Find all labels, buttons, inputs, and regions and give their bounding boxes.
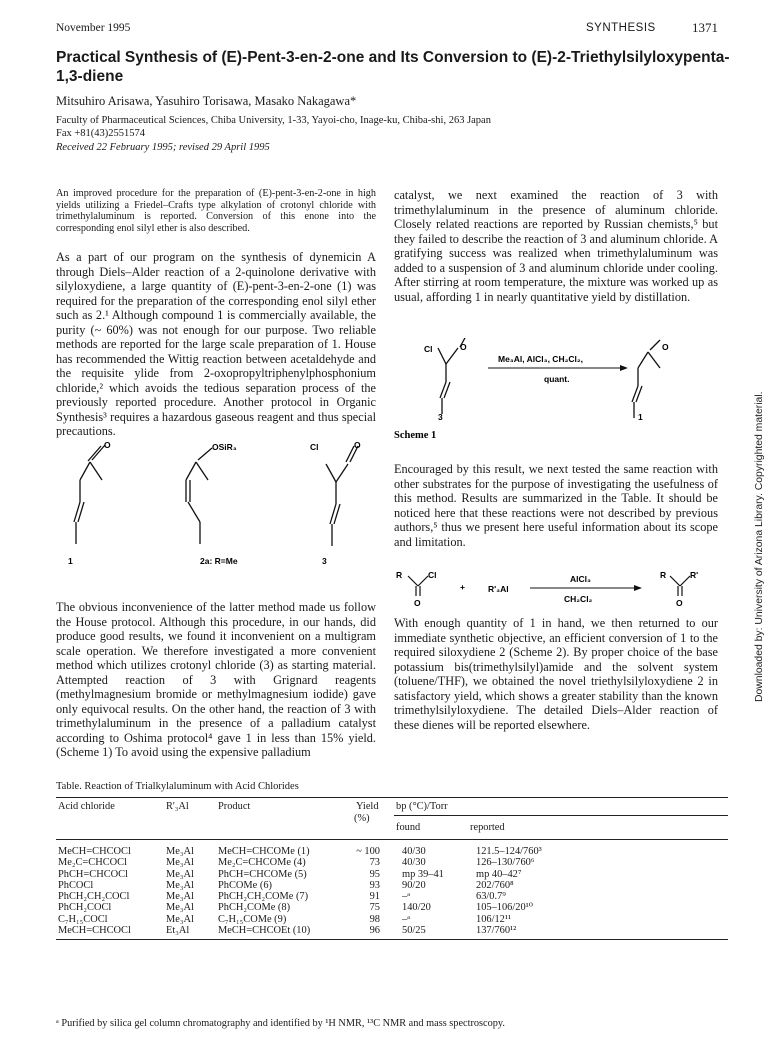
- ketone-product-structure: [670, 576, 690, 596]
- yield-cell: 95: [369, 868, 380, 880]
- product-cell: Me₂C=CHCOMe (4): [218, 857, 306, 869]
- yield-cell: ~ 100: [356, 846, 380, 857]
- bp-found-cell: 50/25: [402, 925, 426, 937]
- affiliation-text: Faculty of Pharmaceutical Sciences, Chiba University, 1-33, Yayoi-cho, Inage-ku, Chiba-shi, 263 Japan: [56, 115, 491, 126]
- table-top-rule: [56, 797, 728, 798]
- reagent-cell: Me₃Al: [166, 913, 194, 925]
- reagent-cell: Me₃Al: [166, 902, 194, 914]
- scheme1-chlorine: Cl: [424, 344, 433, 354]
- acid-chloride-cell: PhCH₂COCl: [58, 902, 112, 914]
- yield-cell: 96: [369, 925, 380, 937]
- acid-chloride-cell: PhCOCl: [58, 879, 94, 891]
- oxygen-atom-1: O: [104, 440, 111, 450]
- bp-found-cell: –ᵃ: [402, 913, 411, 925]
- article-affiliation: [56, 114, 656, 140]
- body-paragraph-4: Encouraged by this result, we next tested the same reaction with other substrates for the purpose of investigating the usefulness of this method. Results are summarized in the Table. It should be noticed here that these reactions were not described by previous authors,⁵ thus we present here useful information about its scope and limitation.: [394, 462, 718, 549]
- bp-found-cell: –ᵃ: [402, 891, 411, 903]
- trialkylaluminum-reagent: R'₃Al: [488, 584, 509, 594]
- table-row: [56, 857, 724, 868]
- silyloxy-group: OSiR₃: [212, 442, 237, 452]
- bp-found-cell: 40/30: [402, 857, 426, 869]
- results-table: [56, 846, 724, 936]
- abstract: An improved procedure for the preparation of (E)-pent-3-en-2-one in high yields utilizing a Friedel–Crafts type alkylation of crotonyl chloride with trimethylaluminum is reported. Conversion of this enone into the corresponding enol silyl ether is also described.: [56, 188, 376, 234]
- bp-reported-cell: 126–130/760⁶: [476, 857, 535, 869]
- reagent-cell: Me₃Al: [166, 846, 194, 857]
- product-o: O: [676, 598, 683, 608]
- bp-reported-cell: 137/760¹²: [476, 925, 517, 937]
- structure-1: [74, 445, 105, 544]
- bp-found-cell: 40/30: [402, 846, 426, 857]
- oxygen-atom-3: O: [354, 440, 361, 450]
- col-header-yield-unit: (%): [354, 813, 370, 824]
- acid-chloride-structure: [408, 576, 428, 596]
- bp-reported-cell: 121.5–124/760³: [476, 846, 542, 857]
- acid-chloride-cell: C₇H₁₅COCl: [58, 913, 108, 925]
- scheme1-product: [632, 340, 660, 418]
- structure-3: [326, 446, 358, 546]
- scheme1-title: Scheme 1: [394, 430, 437, 441]
- article-authors: Mitsuhiro Arisawa, Yasuhiro Torisawa, Masako Nakagawa*: [56, 94, 357, 108]
- table-row: [56, 880, 724, 891]
- product-cell: PhCH=CHCOMe (5): [218, 868, 307, 880]
- yield-cell: 91: [369, 891, 380, 903]
- scheme1-reagents: Me₃Al, AlCl₃, CH₂Cl₂,: [498, 354, 583, 364]
- table-row: [56, 925, 724, 936]
- table-footnote: ᵃ Purified by silica gel column chromatography and identified by ¹H NMR, ¹³C NMR and mass spectroscopy.: [56, 1018, 505, 1029]
- structure-2a: [186, 448, 212, 544]
- structure-label-3: 3: [322, 556, 327, 566]
- product-cell: MeCH=CHCOMe (1): [218, 846, 310, 857]
- download-note: Downloaded by: University of Arizona Library. Copyrighted material.: [754, 391, 765, 702]
- scheme1-oxygen-product: O: [662, 342, 669, 352]
- acid-chloride-cell: PhCH=CHCOCl: [58, 868, 128, 880]
- product-r: R: [660, 570, 667, 580]
- bp-found-cell: 90/20: [402, 879, 426, 891]
- reactant-r: R: [396, 570, 403, 580]
- yield-cell: 93: [369, 879, 380, 891]
- scheme1-start-label: 3: [438, 412, 443, 422]
- col-header-found: found: [396, 822, 421, 833]
- table-header-rule: [56, 839, 728, 840]
- table-row: [56, 902, 724, 913]
- header-date: November 1995: [56, 22, 131, 34]
- product-cell: PhCH₂CH₂COMe (7): [218, 891, 309, 903]
- bp-reported-cell: 106/12¹¹: [476, 913, 512, 925]
- structure-label-2a: 2a: R=Me: [200, 556, 238, 566]
- reagent-cell: Me₃Al: [166, 891, 194, 903]
- reagent-cell: Me₃Al: [166, 868, 194, 880]
- scheme1-oxygen-reactant: O: [460, 342, 467, 352]
- scheme-1-diagram: [394, 338, 718, 446]
- product-r-prime: R': [690, 570, 699, 580]
- fax-number: Fax +81(43)2551574: [56, 128, 146, 139]
- acid-chloride-cell: MeCH=CHCOCl: [58, 846, 131, 857]
- table-row: [56, 846, 724, 857]
- compound-structures: [56, 440, 376, 580]
- general-arrowhead: [634, 585, 642, 591]
- catalyst-label: AlCl₃: [570, 574, 591, 584]
- col-header-bp: bp (°C)/Torr: [396, 801, 448, 812]
- bp-reported-cell: 63/0.7⁹: [476, 891, 506, 903]
- table-row: [56, 869, 724, 880]
- reagent-cell: Me₃Al: [166, 879, 194, 891]
- plus-sign: +: [460, 582, 465, 592]
- col-header-yield: Yield: [356, 801, 379, 812]
- product-cell: PhCH₂COMe (8): [218, 902, 291, 914]
- bp-reported-cell: mp 40–42⁷: [476, 868, 522, 880]
- scheme1-condition: quant.: [544, 374, 570, 384]
- body-paragraph-1: As a part of our program on the synthesis of dynemicin A through Diels–Alder reaction of a 2-quinolone derivative with silyloxydiene, a large quantity of (E)-pent-3-en-2-one (1) was required for the preparation of the corresponding enol silyl ether such as 2.¹ Although compound 1 is commercially available, the purity (~ 60%) was not enough for our purpose. Two reliable methods are reported for the large scale preparation of 1. House has recommended the Wittig reaction between acetaldehyde and the requisite ylide from 2-oxopropyltriphenylphosphonium chloride,² which avoids the tedious separation process of the previously reported procedure. Another protocol in Organic Synthesis³ requires a hazardous gaseous reagent and thus special precautions.: [56, 250, 376, 438]
- col-header-product: Product: [218, 801, 251, 812]
- download-watermark: [754, 372, 768, 702]
- acid-chloride-cell: PhCH₂CH₂COCl: [58, 891, 130, 903]
- bp-reported-cell: 202/760⁸: [476, 879, 514, 891]
- body-paragraph-5: With enough quantity of 1 in hand, we then returned to our immediate synthetic objective, an efficient conversion of 1 to the required siloxydiene 2 (Scheme 2). By proper choice of the base potassium bis(trimethylsilyl)amide and the solvent system (toluene/THF), we obtained the novel triethylsilyloxydiene 2 in satisfactory yield, which shows a greater stability than the known trimethylsilyloxydiene. The detailed Diels–Alder reaction of these dienes will be reported elsewhere.: [394, 616, 718, 732]
- reactant-o: O: [414, 598, 421, 608]
- table-row: [56, 891, 724, 902]
- yield-cell: 98: [369, 913, 380, 925]
- table-bottom-rule: [56, 939, 728, 940]
- structure-label-1: 1: [68, 556, 73, 566]
- table-caption: Table. Reaction of Trialkylaluminum with Acid Chlorides: [56, 781, 299, 792]
- scheme1-arrowhead: [620, 365, 628, 371]
- header-journal: SYNTHESIS: [586, 22, 656, 34]
- received-dates: Received 22 February 1995; revised 29 April 1995: [56, 142, 270, 153]
- body-paragraph-2: The obvious inconvenience of the latter method made us follow the House protocol. Although this procedure, in our hands, did produce good results, we found it inconvenient on a multigram scale operation. We therefore investigated a more convenient method which utilizes crotonyl chloride (3) as starting material. Attempted reaction of 3 with Grignard reagents (methylmagnesium bromide or methylmagnesium iodide) gave only equivocal results. On the other hand, the reaction of 3 with trimethylaluminum in the presence of a palladium catalyst according to Oshima protocol⁴ gave 1 in less than 15% yield. (Scheme 1) To avoid using the expensive palladium: [56, 600, 376, 759]
- yield-cell: 73: [369, 857, 380, 869]
- reagent-cell: Et₃Al: [166, 925, 190, 937]
- chlorine-atom-3: Cl: [310, 442, 319, 452]
- col-header-trialkylaluminum: R'₃Al: [166, 801, 189, 812]
- table-row: [56, 914, 724, 925]
- scheme1-product-label: 1: [638, 412, 643, 422]
- reactant-cl: Cl: [428, 570, 437, 580]
- acid-chloride-cell: Me₂C=CHCOCl: [58, 857, 127, 869]
- bp-reported-cell: 105–106/20¹⁰: [476, 902, 533, 914]
- col-header-reported: reported: [470, 822, 505, 833]
- product-cell: C₇H₁₅COMe (9): [218, 913, 287, 925]
- product-cell: MeCH=CHCOEt (10): [218, 925, 311, 937]
- solvent-label: CH₂Cl₂: [564, 594, 593, 604]
- acid-chloride-cell: MeCH=CHCOCl: [58, 925, 131, 937]
- body-paragraph-3: catalyst, we next examined the reaction of 3 with trimethylaluminum in the presence of aluminum chloride. Closely related reactions are reported by Russian chemists,⁵ but they failed to describe the reaction of 3 and aluminum chloride. A gratifying success was realized when trimethylaluminum was added to a suspension of 3 and aluminum chloride under cooling. After stirring at room temperature, the mixture was worked up as usual, affording 1 in nearly quantitative yield by distillation.: [394, 188, 718, 304]
- product-cell: PhCOMe (6): [218, 879, 272, 891]
- bp-found-cell: 140/20: [402, 902, 431, 914]
- bp-found-cell: mp 39–41: [402, 868, 444, 880]
- table-sub-rule: [394, 815, 728, 816]
- general-reaction-scheme: [394, 570, 718, 612]
- yield-cell: 75: [369, 902, 380, 914]
- header-page-number: 1371: [692, 20, 718, 35]
- reagent-cell: Me₃Al: [166, 857, 194, 869]
- article-title: Practical Synthesis of (E)-Pent-3-en-2-one and Its Conversion to (E)-2-Triethylsilyloxypenta-1,3-diene: [56, 49, 730, 85]
- col-header-acid-chloride: Acid chloride: [58, 801, 115, 812]
- results-table-body: [56, 846, 724, 936]
